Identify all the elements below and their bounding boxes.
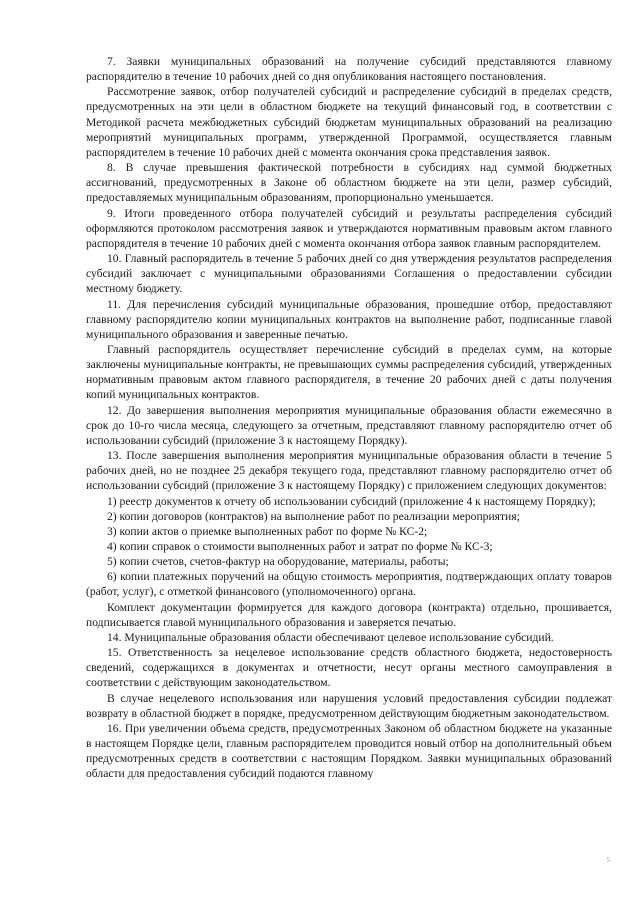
paragraph-transfer-subsidies: Главный распорядитель осуществляет перечисление субсидий в пределах сумм, на которые заключены муниципальные контракты, не превышающих суммы распределения субсидий, утвержденных нормативным правовым актом главного распорядителя, в течение 20 рабочих дней с даты получения копий муниципальных контрактов. <box>86 342 612 402</box>
paragraph-14: 14. Муниципальные образования области обеспечивают целевое использование субсидий. <box>107 630 554 644</box>
paragraph-7: 7. Заявки муниципальных образований на получение субсидий представляются главному распорядителю в течение 10 рабочих дней со дня опубликования настоящего постановления. <box>86 55 612 84</box>
page-number: 5 <box>606 856 610 864</box>
paragraph-review-applications: Рассмотрение заявок, отбор получателей субсидий и распределение субсидий в пределах средств, предусмотренных на эти цели в областном бюджете на текущий финансовый год, в соответствии с Методикой расчета межбюджетных субсидий бюджетам муниципальных образований на реализацию мероприятий муниципальных программ, утвержденной Программой, осуществляется главным распорядителем в течение 10 рабочих дней с момента окончания срока представления заявок. <box>86 85 612 159</box>
document-body <box>86 54 612 782</box>
paragraph-8: 8. В случае превышения фактической потребности в субсидиях над суммой бюджетных ассигнований, предусмотренных в Законе об областном бюджете на эти цели, размер субсидий, предоставляемых муниципальным образованиям, пропорционально уменьшается. <box>86 161 612 205</box>
list-item-5: 5) копии счетов, счетов-фактур на оборудование, материалы, работы; <box>107 555 449 569</box>
paragraph-16: 16. При увеличении объема средств, предусмотренных Законом об областном бюджете на указанные в настоящем Порядке цели, главным распорядителем проводится новый отбор на дополнительный объем предусмотренных средств в соответствии с настоящим Порядком. Заявки муниципальных образований области для предоставления субсидий подаются главному <box>86 721 612 781</box>
paragraph-13: 13. После завершения выполнения мероприятия муниципальные образования области в течение 5 рабочих дней, но не позднее 25 декабря текущего года, представляют главному распорядителю отчет об использовании субсидий (приложение 3 к настоящему Порядку) с приложением следующих документов: <box>86 449 612 493</box>
list-item-6: 6) копии платежных поручений на общую стоимость мероприятия, подтверждающих оплату товаров (работ, услуг), с отметкой финансового (уполномоченного) органа. <box>86 570 612 599</box>
list-item-1: 1) реестр документов к отчету об использовании субсидий (приложение 4 к настоящему Порядку); <box>107 494 596 508</box>
paragraph-12: 12. До завершения выполнения мероприятия муниципальные образования области ежемесячно в срок до 10-го числа месяца, следующего за отчетным, представляют главному распорядителю отчет об использовании субсидий (приложение 3 к настоящему Порядку). <box>86 403 612 447</box>
paragraph-11: 11. Для перечисления субсидий муниципальные образования, прошедшие отбор, предоставляют главному распорядителю копии муниципальных контрактов на выполнение работ, подписанные главой муниципального образования и заверенные печатью. <box>86 297 612 341</box>
paragraph-documentation-set: Комплект документации формируется для каждого договора (контракта) отдельно, прошивается, подписывается главой муниципального образования и заверяется печатью. <box>86 600 612 629</box>
paragraph-misuse-refund: В случае нецелевого использования или нарушения условий предоставления субсидии подлежат возврату в областной бюджет в порядке, предусмотренном действующим бюджетным законодательством. <box>86 691 612 720</box>
list-item-2: 2) копии договоров (контрактов) на выполнение работ по реализации мероприятия; <box>107 509 520 523</box>
paragraph-10: 10. Главный распорядитель в течение 5 рабочих дней со дня утверждения результатов распределения субсидий заключает с муниципальными образованиями Соглашения о предоставлении субсидии местному бюджету. <box>86 252 612 296</box>
paragraph-9: 9. Итоги проведенного отбора получателей субсидий и результаты распределения субсидий оформляются протоколом рассмотрения заявок и утверждаются нормативным правовым актом главного распорядителя в течение 10 рабочих дней с момента окончания отбора заявок главным распорядителем. <box>86 206 612 250</box>
list-item-4: 4) копии справок о стоимости выполненных работ и затрат по форме № КС-3; <box>107 540 493 553</box>
list-item-3: 3) копии актов о приемке выполненных работ по форме № КС-2; <box>107 524 428 538</box>
paragraph-15: 15. Ответственность за нецелевое использование средств областного бюджета, недостоверность сведений, содержащихся в документах и отчетности, несут органы местного самоуправления в соответствии с действующим законодательством. <box>86 646 612 690</box>
